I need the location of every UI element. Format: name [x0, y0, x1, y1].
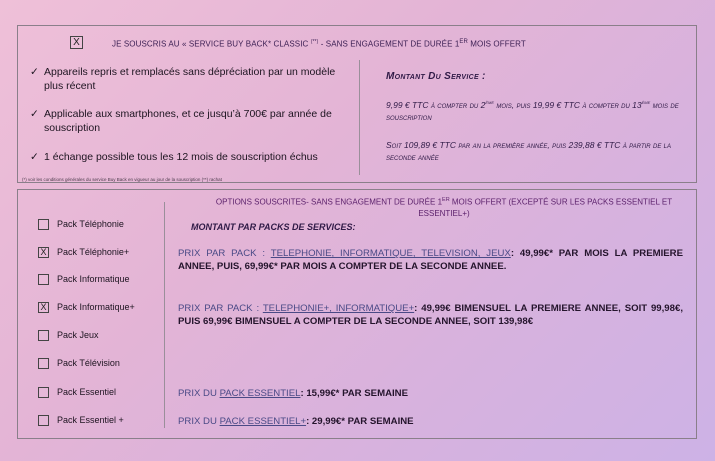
buyback-classic-section — [17, 25, 697, 183]
price-pack-essentiel-plus: PRIX DU PACK ESSENTIEL+: 29,99€* PAR SEMAINE — [178, 416, 414, 427]
pack-checkbox[interactable] — [38, 387, 49, 398]
checkmark-icon: ✓ — [30, 108, 39, 120]
pack-informatique[interactable]: Pack Informatique — [38, 274, 130, 285]
divider — [359, 60, 360, 175]
pack-checkbox[interactable] — [38, 274, 49, 285]
price-pack-standard: PRIX PAR PACK : TELEPHONIE, INFORMATIQUE, TELEVISION, JEUX: 49,99€* PAR MOIS LA PREMIERE ANNEE, PUIS, 69,99€* PAR MOIS A COMPTER DE LA SECONDE ANNEE. — [178, 248, 683, 272]
pack-checkbox[interactable] — [38, 330, 49, 341]
pack-checkbox[interactable] — [38, 415, 49, 426]
checkmark-icon: ✓ — [30, 66, 39, 78]
bullet-item: ✓ Appareils repris et remplacés sans dépréciation par un modèle plus récent — [30, 66, 336, 92]
pack-checkbox[interactable]: X — [38, 247, 49, 258]
options-packs-section — [17, 189, 697, 439]
pack-telephonie-plus[interactable]: X Pack Téléphonie+ — [38, 247, 129, 258]
pack-essentiel[interactable]: Pack Essentiel — [38, 387, 116, 398]
footnote: (*) voir les conditions générales du service Buy Back en vigueur au jour de la souscription (**) rachat — [22, 177, 222, 182]
buyback-classic-checkbox[interactable]: X — [70, 36, 83, 49]
pack-link[interactable]: PACK ESSENTIEL — [219, 388, 301, 399]
buyback-header-text: JE SOUSCRIS AU « SERVICE BUY BACK* CLASSIC (**) - SANS ENGAGEMENT DE DURÉE 1ER MOIS OFFERT — [112, 39, 526, 49]
pack-link[interactable]: PACK ESSENTIEL+ — [219, 416, 307, 427]
packs-amount-title: MONTANT PAR PACKS DE SERVICES: — [191, 222, 356, 232]
pack-link[interactable]: TELEPHONIE, INFORMATIQUE, TELEVISION, JEUX — [270, 248, 511, 259]
checkmark-icon: ✓ — [30, 151, 39, 163]
bullet-item: ✓ 1 échange possible tous les 12 mois de souscription échus — [30, 151, 318, 163]
pack-checkbox[interactable]: X — [38, 302, 49, 313]
pack-informatique-plus[interactable]: X Pack Informatique+ — [38, 302, 135, 313]
service-price-monthly: 9,99 € TTC à compter du 2ème mois, puis 19,99 € TTC à compter du 13ème mois de souscription — [386, 99, 679, 122]
service-price-yearly: Soit 109,89 € TTC par an la première année, puis 239,88 € TTC à partir de la seconde année — [386, 140, 672, 162]
divider — [164, 202, 165, 428]
pack-link[interactable]: TELEPHONIE+, INFORMATIQUE+ — [262, 303, 415, 314]
pack-television[interactable]: Pack Télévision — [38, 358, 120, 369]
pack-checkbox[interactable] — [38, 358, 49, 369]
bullet-item: ✓ Applicable aux smartphones, et ce jusqu’à 700€ par année de souscription — [30, 108, 332, 134]
service-amount-title: Montant Du Service : — [386, 71, 486, 82]
pack-essentiel-plus[interactable]: Pack Essentiel + — [38, 415, 124, 426]
pack-checkbox[interactable] — [38, 219, 49, 230]
options-header: OPTIONS SOUSCRITES- SANS ENGAGEMENT DE DURÉE 1ER MOIS OFFERT (EXCEPTÉ SUR LES PACKS ESSENTIEL ET ESSENTIEL+) — [215, 197, 673, 218]
price-pack-plus: PRIX PAR PACK : TELEPHONIE+, INFORMATIQUE+: 49,99€ BIMENSUEL LA PREMIERE ANNEE, SOIT 99,98€, PUIS 69,99€ BIMENSUEL A COMPTER DE LA SECONDE ANNEE, SOIT 139,98€ — [178, 303, 683, 327]
price-pack-essentiel: PRIX DU PACK ESSENTIEL: 15,99€* PAR SEMAINE — [178, 388, 408, 399]
pack-telephonie[interactable]: Pack Téléphonie — [38, 219, 124, 230]
pack-jeux[interactable]: Pack Jeux — [38, 330, 99, 341]
